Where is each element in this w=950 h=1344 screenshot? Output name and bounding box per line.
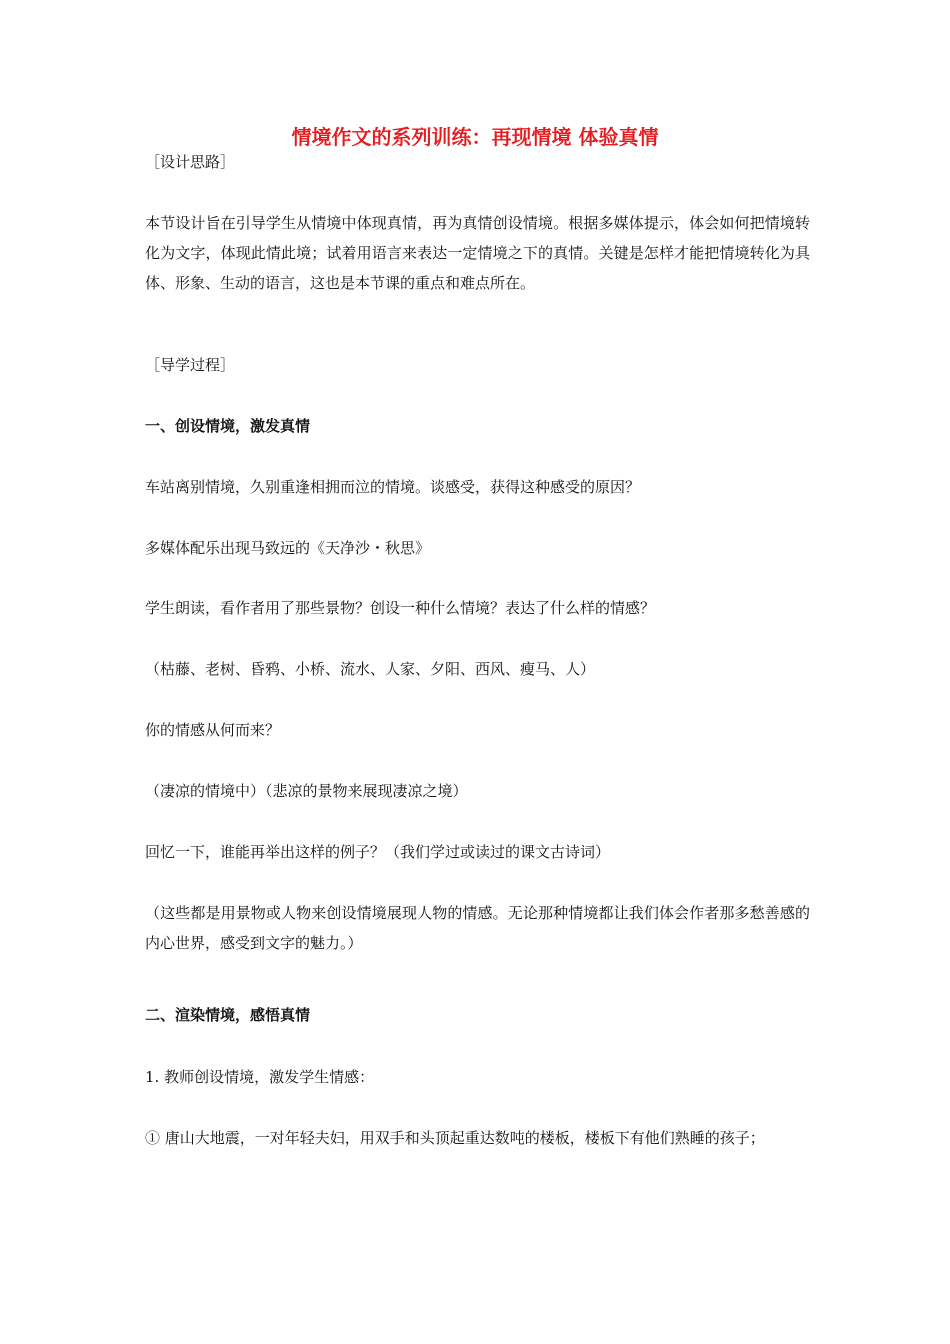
process-section-label: ［导学过程］ [145,356,236,374]
paragraph-7: 回忆一下，谁能再举出这样的例子？（我们学过或读过的课文古诗词） [145,843,611,861]
design-section-label: ［设计思路］ [145,153,236,171]
paragraph-5: 你的情感从何而来？ [145,721,281,739]
paragraph-8: （这些都是用景物或人物来创设情境展现人物的情感。无论那种情境都让我们体会作者那多愁善感的内心世界，感受到文字的魅力。） [145,904,810,952]
paragraph-6: （凄凉的情境中）（悲凉的景物来展现凄凉之境） [145,782,468,800]
paragraph-1: 车站离别情境，久别重逢相拥而泣的情境。谈感受，获得这种感受的原因？ [145,478,641,496]
paragraph-10: ① 唐山大地震，一对年轻夫妇，用双手和头顶起重达数吨的楼板，楼板下有他们熟睡的孩子； [145,1129,765,1147]
document-title: 情境作文的系列训练：再现情境 体验真情 [291,125,659,149]
paragraph-4: （枯藤、老树、昏鸦、小桥、流水、人家、夕阳、西风、瘦马、人） [145,660,596,678]
section-heading-2: 二、渲染情境，感悟真情 [145,1006,311,1024]
paragraph-9: 1. 教师创设情境，激发学生情感： [145,1068,375,1086]
paragraph-2: 多媒体配乐出现马致远的《天净沙・秋思》 [145,539,431,557]
paragraph-3: 学生朗读，看作者用了那些景物？创设一种什么情境？表达了什么样的情感？ [145,599,656,617]
design-paragraph: 本节设计旨在引导学生从情境中体现真情，再为真情创设情境。根据多媒体提示，体会如何把情境转化为文字，体现此情此境；试着用语言来表达一定情境之下的真情。关键是怎样才能把情境转化为具体、形象、生动的语言，这也是本节课的重点和难点所在。 [145,214,810,292]
section-heading-1: 一、创设情境，激发真情 [145,417,311,435]
